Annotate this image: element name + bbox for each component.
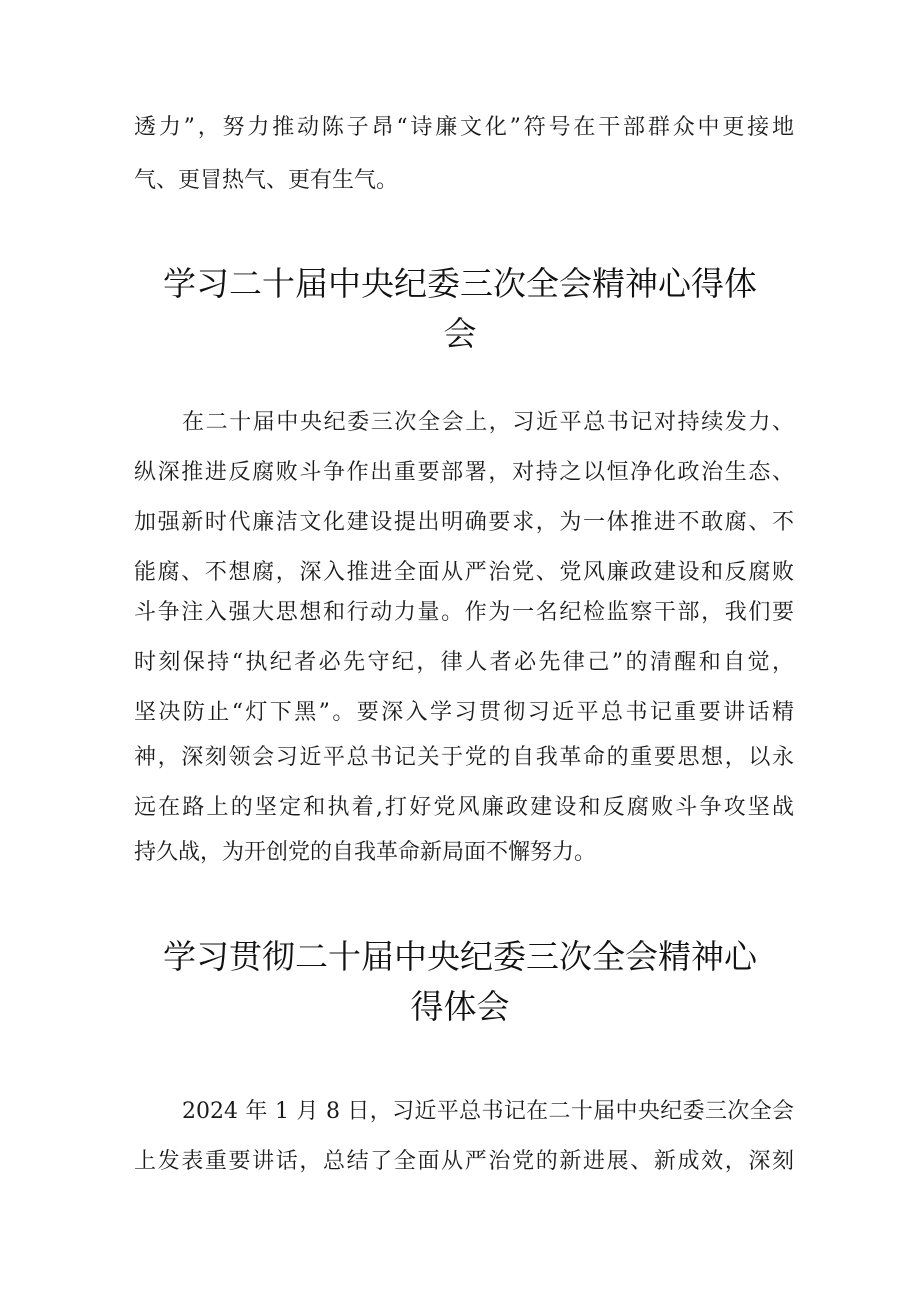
paragraph-line: 神，深刻领会习近平总书记关于党的自我革命的重要思想，以永 (134, 745, 794, 770)
paragraph-line: 加强新时代廉洁文化建设提出明确要求，为一体推进不敢腐、不 (134, 510, 794, 535)
paragraph-line: 时刻保持“执纪者必先守纪，律人者必先律己”的清醒和自觉， (134, 650, 794, 675)
paragraph-line: 在二十届中央纪委三次全会上，习近平总书记对持续发力、 (182, 410, 794, 435)
section-title: 学习贯彻二十届中央纪委三次全会精神心 (163, 937, 757, 976)
paragraph-line: 透力”，努力推动陈子昂“诗廉文化”符号在干部群众中更接地 (134, 115, 794, 140)
paragraph-line: 上发表重要讲话，总结了全面从严治党的新进展、新成效，深刻 (134, 1149, 794, 1174)
section-title: 会 (443, 314, 477, 353)
paragraph-line: 纵深推进反腐败斗争作出重要部署，对持之以恒净化政治生态、 (134, 460, 794, 485)
paragraph-line: 能腐、不想腐，深入推进全面从严治党、党风廉政建设和反腐败 (134, 560, 794, 585)
paragraph-line: 斗争注入强大思想和行动力量。作为一名纪检监察干部，我们要 (134, 600, 794, 625)
section-title: 学习二十届中央纪委三次全会精神心得体 (163, 264, 757, 303)
paragraph-line: 持久战，为开创党的自我革命新局面不懈努力。 (134, 840, 597, 865)
paragraph-line: 远在路上的坚定和执着,打好党风廉政建设和反腐败斗争攻坚战 (134, 795, 794, 820)
section-title: 得体会 (410, 987, 510, 1026)
paragraph-line: 气、更冒热气、更有生气。 (134, 168, 399, 193)
paragraph-line: 2024 年 1 月 8 日，习近平总书记在二十届中央纪委三次全会 (182, 1099, 794, 1124)
paragraph-line: 坚决防止“灯下黑”。要深入学习贯彻习近平总书记重要讲话精 (134, 700, 794, 725)
